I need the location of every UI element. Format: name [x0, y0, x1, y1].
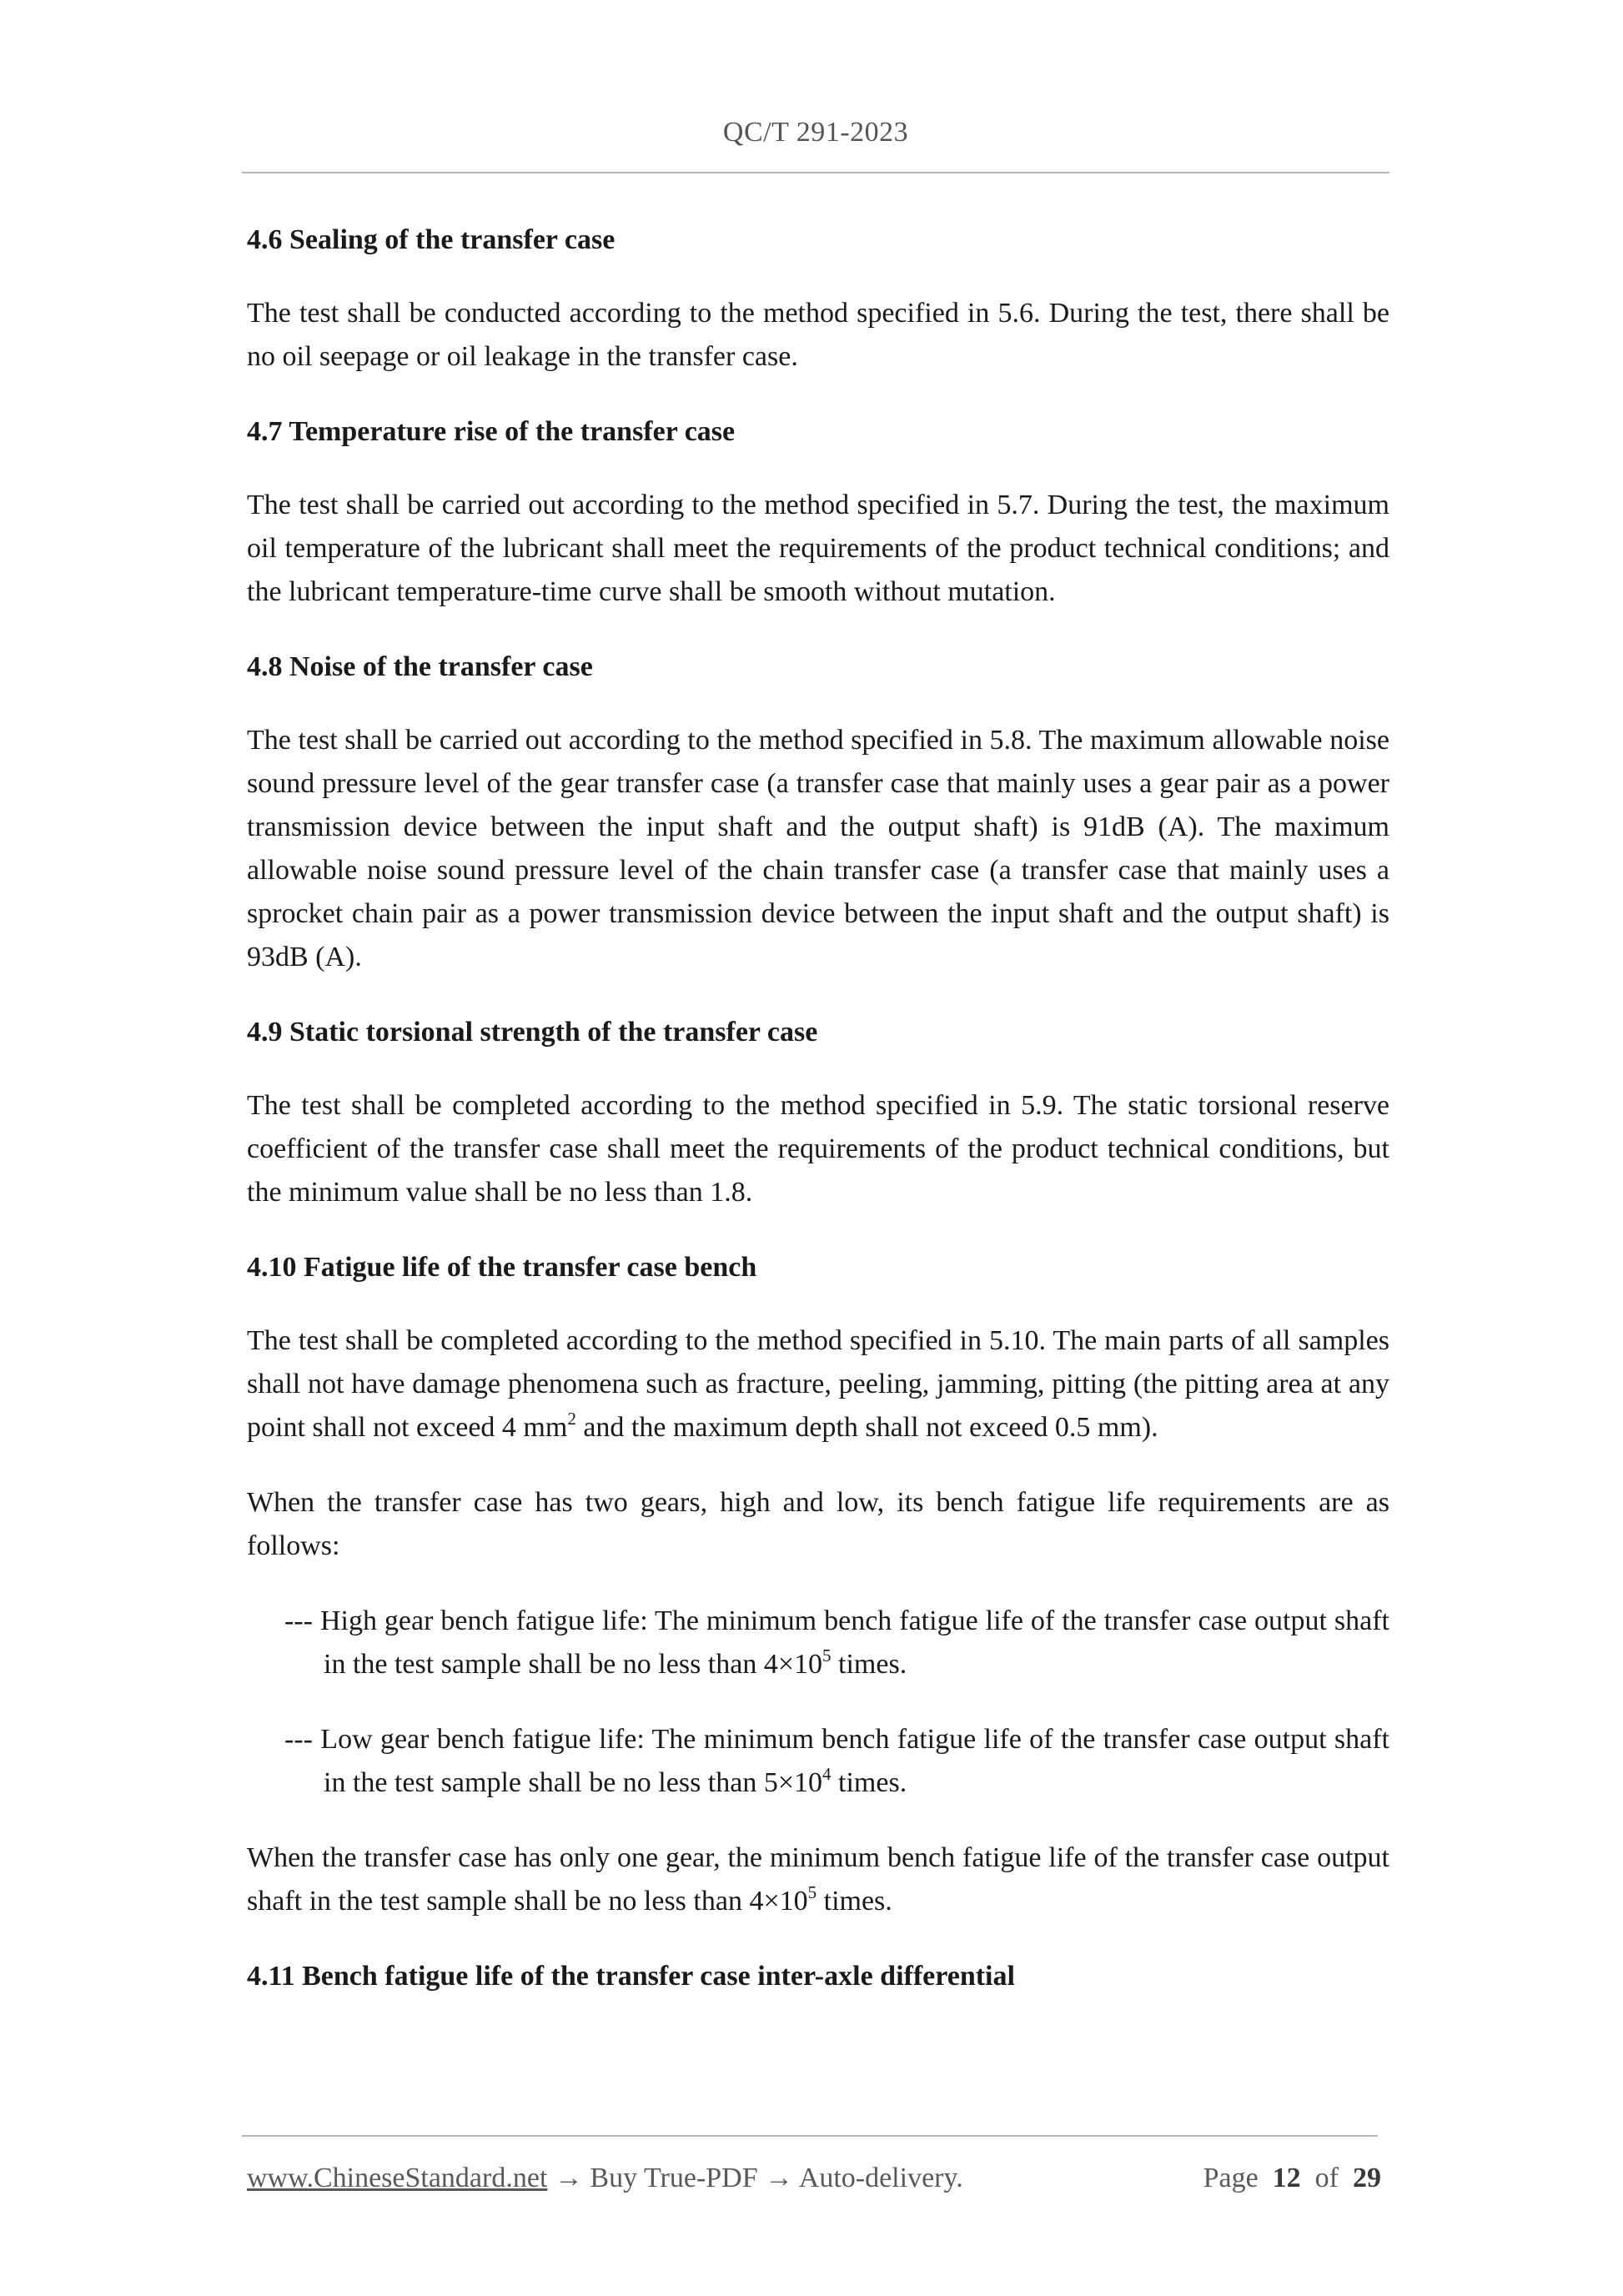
paragraph-text: When the transfer case has only one gear, the minimum bench fatigue life of the transfer case output shaft in the test sample shall be no less than 4×10	[247, 1842, 1389, 1917]
superscript: 5	[807, 1882, 817, 1902]
paragraph-text: and the maximum depth shall not exceed 0.5 mm).	[575, 1412, 1158, 1443]
footer-promo	[247, 2160, 963, 2197]
footer-divider	[242, 2135, 1378, 2137]
section-4-10-paragraph-2: When the transfer case has two gears, high and low, its bench fatigue life requirements are as follows:	[247, 1487, 1389, 1561]
list-item-text: --- High gear bench fatigue life: The minimum bench fatigue life of the transfer case output shaft in the test sample shall be no less than 4×10	[284, 1605, 1389, 1680]
low-gear-list-item	[284, 1718, 1389, 1805]
superscript: 2	[567, 1409, 576, 1429]
section-4-11-title: 4.11 Bench fatigue life of the transfer case inter-axle differential	[247, 1961, 1015, 1992]
section-4-8-title: 4.8 Noise of the transfer case	[247, 651, 593, 682]
list-item-text: times.	[831, 1649, 907, 1680]
list-item-text: times.	[831, 1767, 907, 1798]
section-4-8-paragraph: The test shall be carried out according to the method specified in 5.8. The maximum allowable noise sound pressure level of the gear transfer case (a transfer case that mainly uses a gear pair as a power transmission device between the input shaft and the output shaft) is 91dB (A). The maximum allowable noise sound pressure level of the chain transfer case (a transfer case that mainly uses a sprocket chain pair as a power transmission device between the input shaft and the output shaft) is 93dB (A).	[247, 725, 1389, 972]
auto-delivery-text: Auto-delivery.	[798, 2163, 963, 2193]
section-4-10-title: 4.10 Fatigue life of the transfer case bench	[247, 1252, 757, 1283]
section-4-9-title: 4.9 Static torsional strength of the transfer case	[247, 1017, 818, 1048]
buy-true-pdf-text: Buy True-PDF	[590, 2163, 758, 2193]
section-4-10-paragraph-3	[247, 1836, 1389, 1923]
superscript: 4	[822, 1764, 832, 1784]
paragraph-text: The test shall be completed according to the method specified in 5.10. The main parts of all samples shall not have damage phenomena such as fracture, peeling, jamming, pitting (the pitting area at any point shall not exceed 4 mm	[247, 1325, 1389, 1443]
superscript: 5	[822, 1645, 832, 1665]
website-link[interactable]: www.ChineseStandard.net	[247, 2163, 548, 2193]
arrow-right-icon: →	[757, 2163, 799, 2193]
page-indicator	[1203, 2160, 1381, 2197]
section-4-6-paragraph: The test shall be conducted according to the method specified in 5.6. During the test, there shall be no oil seepage or oil leakage in the transfer case.	[247, 298, 1389, 372]
section-4-7-title: 4.7 Temperature rise of the transfer case	[247, 416, 736, 447]
header-divider	[242, 172, 1389, 173]
section-4-9-paragraph: The test shall be completed according to the method specified in 5.9. The static torsional reserve coefficient of the transfer case shall meet the requirements of the product technical conditions, but the minimum value shall be no less than 1.8.	[247, 1090, 1389, 1208]
current-page-number: 12	[1272, 2163, 1301, 2193]
arrow-right-icon: →	[547, 2163, 590, 2193]
paragraph-text: times.	[817, 1886, 892, 1917]
page-label: Page	[1203, 2163, 1259, 2193]
of-label: of	[1314, 2163, 1339, 2193]
high-gear-list-item	[284, 1600, 1389, 1686]
section-4-6-title: 4.6 Sealing of the transfer case	[247, 224, 616, 255]
document-header-id: QC/T 291-2023	[722, 117, 909, 148]
section-4-10-paragraph-1	[247, 1319, 1389, 1449]
section-4-7-paragraph: The test shall be carried out according to the method specified in 5.7. During the test, the maximum oil temperature of the lubricant shall meet the requirements of the product technical conditions; and the lubricant temperature-time curve shall be smooth without mutation.	[247, 490, 1389, 607]
total-pages-number: 29	[1353, 2163, 1381, 2193]
list-item-text: --- Low gear bench fatigue life: The minimum bench fatigue life of the transfer case output shaft in the test sample shall be no less than 5×10	[284, 1724, 1389, 1798]
page-content	[247, 219, 1389, 2028]
